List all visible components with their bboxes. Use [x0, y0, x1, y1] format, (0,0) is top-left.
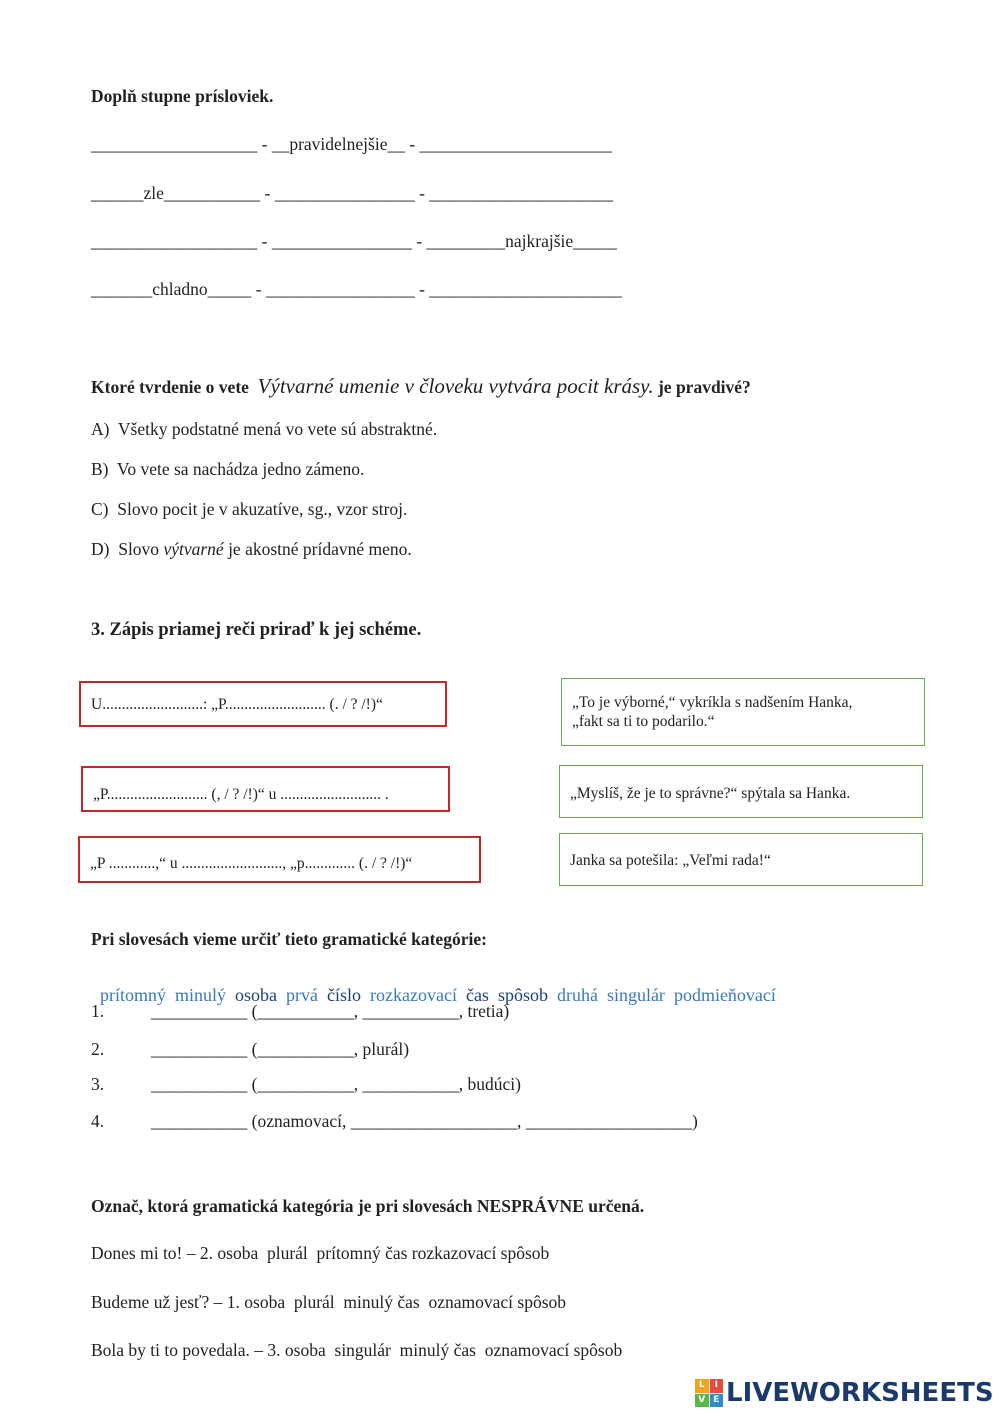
section3-heading: 3. Zápis priamej reči priraď k jej schéme.	[91, 620, 422, 640]
option-c[interactable]: C) Slovo pocit je v akuzatíve, sg., vzor stroj.	[91, 499, 408, 519]
word-bank	[91, 965, 776, 1005]
adverb-row-4[interactable]: _______chladno_____ - _________________ - ______________________	[91, 279, 622, 299]
adverb-row-2[interactable]: ______zle___________ - ________________ - _____________________	[91, 183, 614, 203]
word-bank-item: druhá	[556, 985, 598, 1005]
sentence-box-1[interactable]: „To je výborné,“ vykríkla s nadšením Hanka, „fakt sa ti to podarilo.“	[561, 678, 925, 746]
sentence-box-2[interactable]: „Myslíš, že je to správne?“ spýtala sa Hanka.	[559, 765, 923, 818]
logo-text: LIVEWORKSHEETS	[726, 1378, 994, 1408]
word-bank-item: čas	[465, 985, 489, 1005]
option-d[interactable]: D) Slovo výtvarné je akostné prídavné meno.	[91, 539, 412, 559]
section1-heading: Doplň stupne prísloviek.	[91, 86, 274, 106]
word-bank-item: singulár	[606, 985, 665, 1005]
logo-cubes-icon: L I V E	[695, 1379, 723, 1407]
word-bank-item: podmieňovací	[673, 985, 776, 1005]
section2-question	[91, 376, 751, 397]
word-bank-item: minulý	[175, 985, 227, 1005]
scheme-box-1[interactable]: U..........................: „P.......................... (. / ? /!)“	[79, 681, 447, 727]
adverb-row-1[interactable]: ___________________ - __pravidelnejšie__ - ______________________	[91, 134, 613, 154]
section5-heading: Označ, ktorá gramatická kategória je pri slovesách NESPRÁVNE určená.	[91, 1196, 645, 1216]
word-bank-item: spôsob	[497, 985, 548, 1005]
category-item-3[interactable]: 3. ___________ (___________, ___________, budúci)	[91, 1074, 521, 1094]
option-a[interactable]: A) Všetky podstatné mená vo vete sú abstraktné.	[91, 419, 438, 439]
sentence-box-3[interactable]: Janka sa potešila: „Veľmi rada!“	[559, 833, 923, 886]
verb-line-3[interactable]: Bola by ti to povedala. – 3. osoba singulár minulý čas oznamovací spôsob	[91, 1340, 623, 1360]
section4-heading: Pri slovesách vieme určiť tieto gramatické kategórie:	[91, 929, 487, 949]
liveworksheets-logo	[695, 1378, 994, 1408]
category-item-2[interactable]: 2. ___________ (___________, plurál)	[91, 1039, 410, 1059]
word-bank-item: rozkazovací	[370, 985, 457, 1005]
question-start: Ktoré tvrdenie o vete	[91, 377, 249, 397]
option-b[interactable]: B) Vo vete sa nachádza jedno zámeno.	[91, 459, 365, 479]
verb-line-1[interactable]: Dones mi to! – 2. osoba plurál prítomný čas rozkazovací spôsob	[91, 1243, 550, 1263]
scheme-box-3[interactable]: „P ............,“ u .........................., „p............. (. / ? /!)“	[78, 836, 481, 883]
adverb-row-3[interactable]: ___________________ - ________________ - _________najkrajšie_____	[91, 231, 617, 251]
word-bank-item: prvá	[286, 985, 318, 1005]
scheme-box-2[interactable]: „P.......................... (, / ? /!)“ u .......................... .	[81, 766, 450, 812]
category-item-4[interactable]: 4. ___________ (oznamovací, ___________________, ___________________)	[91, 1111, 698, 1131]
category-item-1[interactable]: 1. ___________ (___________, ___________, tretia)	[91, 1001, 510, 1021]
word-bank-item: číslo	[327, 985, 361, 1005]
word-bank-item: prítomný	[100, 985, 166, 1005]
question-end: je pravdivé?	[657, 377, 751, 397]
word-bank-item: osoba	[235, 985, 278, 1005]
question-sentence: Výtvarné umenie v človeku vytvára pocit krásy.	[257, 374, 654, 398]
verb-line-2[interactable]: Budeme už jesť? – 1. osoba plurál minulý čas oznamovací spôsob	[91, 1292, 567, 1312]
